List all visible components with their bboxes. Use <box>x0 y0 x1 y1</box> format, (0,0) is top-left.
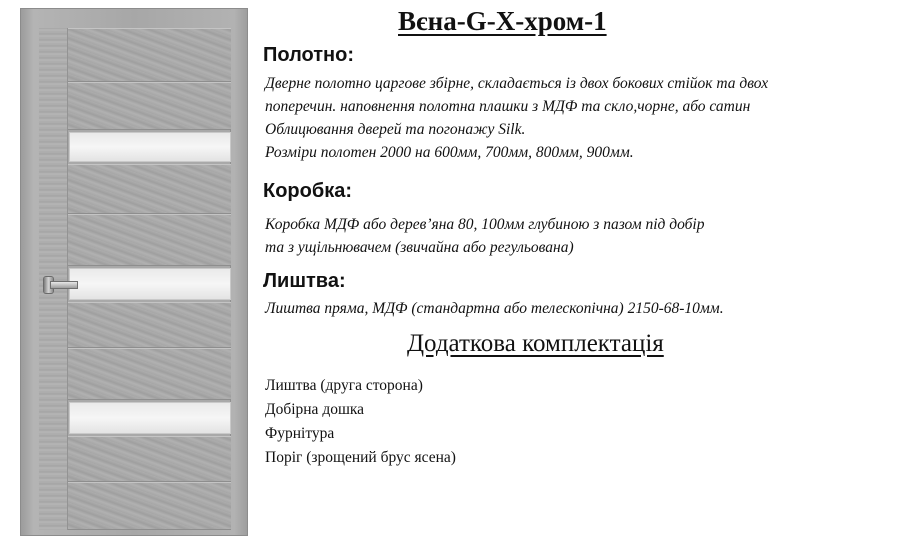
list-item: Лиштва (друга сторона) <box>265 377 423 394</box>
section-heading-leaf: Полотно: <box>263 44 355 66</box>
door-leaf-image <box>39 28 231 530</box>
text-line: Облицювання дверей та погонажу Silk. <box>265 121 526 138</box>
section-text-frame <box>265 213 705 259</box>
section-text-leaf <box>265 72 768 164</box>
section-heading-casing: Лиштва: <box>263 270 346 292</box>
extras-heading: Додаткова комплектація <box>407 330 664 357</box>
text-line: Розміри полотен 2000 на 600мм, 700мм, 800мм, 900мм. <box>265 144 634 161</box>
text-line: та з ущільнювачем (звичайна або регульована) <box>265 239 574 256</box>
product-title: Вєна-G-X-хром-1 <box>398 6 607 36</box>
door-glass-insert <box>69 268 231 300</box>
door-handle-icon <box>50 281 78 289</box>
section-text-casing <box>265 297 724 320</box>
door-glass-insert <box>69 132 231 162</box>
door-glass-insert <box>69 402 231 434</box>
text-line: Дверне полотно царгове збірне, складається із двох бокових стійок та двох <box>265 75 769 92</box>
list-item: Добірна дошка <box>265 401 365 418</box>
list-item: Поріг (зрощений брус ясена) <box>265 449 456 466</box>
text-line: поперечин. наповнення полотна плашки з МДФ та скло,чорне, або сатин <box>265 98 751 115</box>
extras-list <box>265 374 456 470</box>
text-line: Лиштва пряма, МДФ (стандартна або телескопічна) 2150-68-10мм. <box>265 300 724 317</box>
text-line: Коробка МДФ або дерев’яна 80, 100мм глубиною з пазом під добір <box>265 216 705 233</box>
list-item: Фурнітура <box>265 425 335 442</box>
section-heading-frame: Коробка: <box>263 180 353 202</box>
